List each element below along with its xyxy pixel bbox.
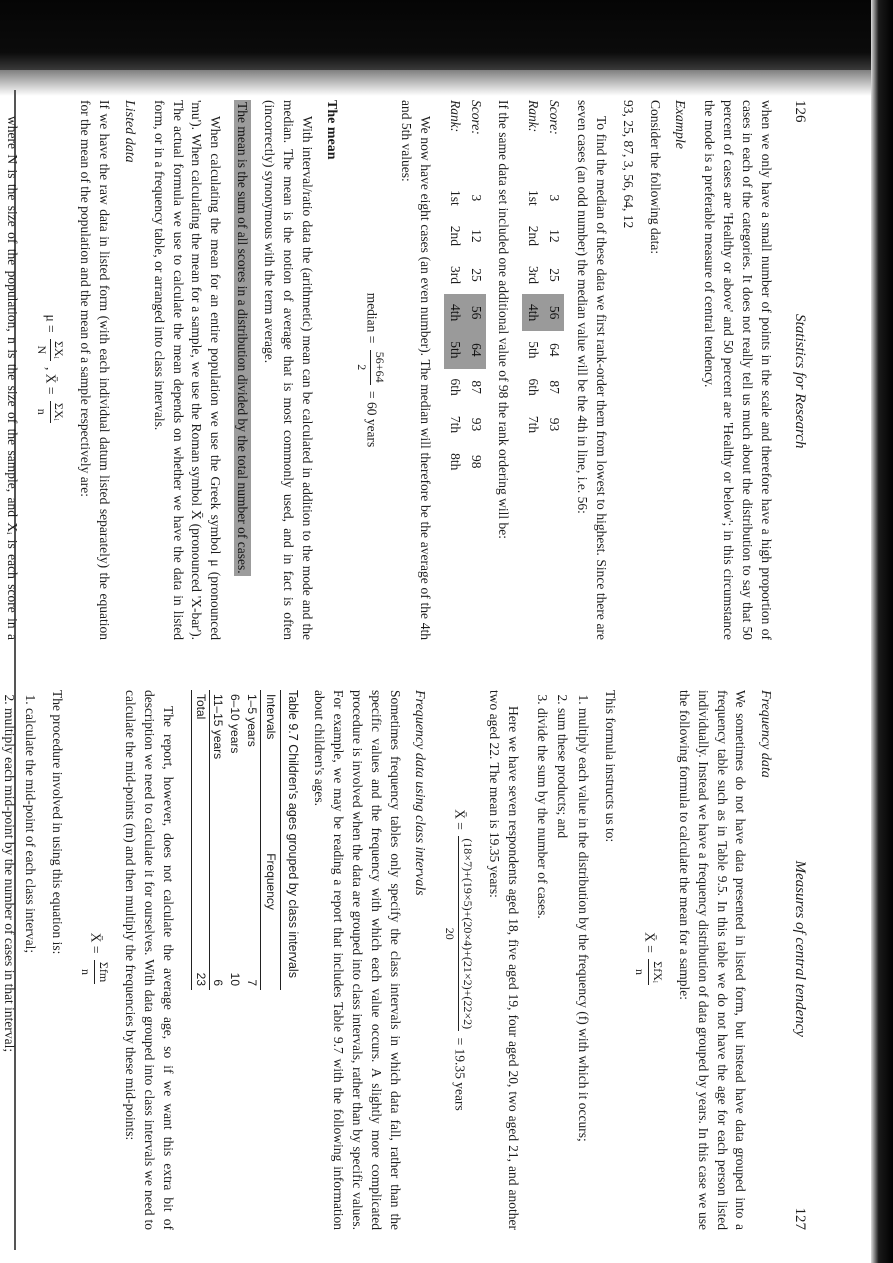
rank-label: Rank:: [526, 100, 542, 133]
table-total-row: [191, 690, 209, 990]
interval-cell: 11–15 years: [211, 694, 226, 760]
formula-mu: μ =: [43, 314, 59, 333]
table-row: [243, 690, 260, 990]
fraction-numerator: ΣfXᵢ: [648, 959, 666, 985]
example-heading: Example: [672, 100, 688, 149]
table-9-7: [191, 690, 301, 990]
intro-paragraph: when we only have a small number of points in the scale and therefore have a high proportion of cases in each of the categories. It does not really tell us much about the distribution to say that 50 percent of cases are 'Healthy or above' and 50 percent are 'Healthy or below'; in this circumstance the mode is a preferable measure of central tendency.: [702, 100, 774, 640]
median-score-cell: 64: [465, 331, 486, 368]
median-text: To find the median of these data we first rank-order them from lowest to highest. Since there are seven cases (an odd number) the median value will be the 4th in line, i.e. 56:: [575, 100, 610, 640]
score-cell: 87: [547, 380, 563, 394]
total-value: 23: [191, 849, 209, 990]
page-number: 127: [792, 1207, 808, 1230]
formula-lhs: X̄ =: [88, 932, 104, 954]
formula-fraction: [441, 836, 476, 1031]
score-cell: 93: [468, 417, 484, 432]
interval-cell: 1–5 years: [244, 694, 259, 747]
median-formula: [353, 100, 388, 640]
fraction-numerator: ΣXᵢ: [50, 401, 68, 423]
score-label: Score:: [468, 100, 484, 135]
formula-fraction: [33, 401, 68, 423]
rank-cell: 6th: [447, 378, 463, 396]
frequency-formula: [631, 690, 666, 1230]
score-cell: 93: [547, 417, 563, 432]
rank-cell: 7th: [447, 415, 463, 434]
mean-heading: The mean: [324, 100, 340, 160]
procedure-intro: The procedure involved in using this equation is:: [49, 690, 65, 955]
rank-cell: 8th: [447, 453, 463, 471]
rank-cell: 3rd: [526, 266, 542, 285]
rank-cell: 2nd: [526, 225, 542, 247]
rank-row: [523, 100, 544, 443]
score-cell: 3: [468, 194, 484, 202]
frequency-cell: 7: [244, 979, 259, 986]
formula-fraction: [78, 960, 113, 984]
rank-cell: 3rd: [447, 266, 463, 285]
procedure-steps-list: [0, 690, 39, 1230]
page-126: [4, 100, 812, 640]
formula-rhs: = 19.35 years: [452, 1037, 468, 1111]
table-row: [226, 690, 243, 990]
running-title: Measures of central tendency: [792, 860, 808, 1037]
running-head: [789, 100, 810, 640]
frequency-data-heading: Frequency data: [758, 690, 773, 778]
running-head: [789, 690, 810, 1230]
population-formula: [33, 100, 68, 640]
score-row: [543, 100, 564, 443]
frequency-cell: 6: [211, 979, 226, 986]
median-score-cell: 56: [543, 294, 564, 331]
median-rank-cell: 4th: [444, 294, 465, 331]
rank-cell: 7th: [526, 415, 542, 434]
rank-cell: 2nd: [447, 225, 463, 247]
median-rank-cell: 5th: [444, 331, 465, 368]
table-row: [209, 690, 226, 990]
list-item: 2. sum these products; and: [553, 708, 572, 1230]
rank-row: [444, 100, 465, 480]
score-cell: 25: [468, 268, 484, 282]
fraction-denominator: 20: [443, 927, 458, 940]
page-number: 126: [792, 100, 808, 123]
column-header: Intervals: [260, 690, 280, 849]
fraction-numerator: (18×7)+(19×5)+(20×4)+(21×2)+(22×2): [458, 836, 476, 1031]
class-intervals-text: Sometimes frequency tables only specify the class intervals in which data fall, rather than the specific values and the frequency with which each value occurs. A slightly more complicated procedure is involved when the data are grouped into class intervals, rather than by specific values. For example, we may be reading a report that includes Table 9.7 with the following information about children's ages.: [312, 690, 403, 1230]
score-cell: 87: [468, 380, 484, 394]
median-score-cell: 56: [465, 294, 486, 331]
mean-intro: With interval/ratio data the (arithmetic) mean can be calculated in addition to the mode and the median. The mean is the notion of average that is most commonly used, and in fact is often (incorrectly) synonymous with the term average.: [262, 100, 315, 640]
added-value-text: If the same data set included one additional value of 98 the rank ordering will be:: [496, 100, 512, 539]
fraction-denominator: N: [34, 345, 49, 355]
fraction-denominator: n: [633, 969, 648, 976]
list-item: 1. multiply each value in the distribution by the frequency (f) with which it occurs;: [573, 708, 592, 1230]
frequency-cell: 10: [228, 972, 243, 986]
score-label: Score:: [547, 100, 563, 135]
score-cell: 64: [547, 343, 563, 357]
rotated-book-spread: [1, 100, 812, 1250]
score-cell: 3: [547, 194, 563, 202]
fraction-numerator: 56+64: [370, 350, 388, 385]
report-text: The report, however, does not calculate the average age, so if we want this extra bit of description we need to calculate it for ourselves. With data grouped into class intervals we need to calculate the mid-points (m) and then multiply the frequencies by these mid-points:: [123, 690, 176, 1230]
where-text: where N is the size of the population, n is the size of the sample, and Xᵢ is each score in a: [4, 116, 20, 640]
formula-fraction: [33, 339, 68, 361]
mean-definition: The mean is the sum of all scores in a distribution divided by the total number of cases.: [235, 102, 251, 574]
fraction-numerator: Σfm: [94, 960, 112, 984]
rank-table-odd: [523, 100, 565, 443]
respondents-text: Here we have seven respondents aged 18, five aged 19, four aged 20, two aged 21, and another two aged 22. The mean is 19.35 years:: [486, 690, 521, 1230]
running-title: Statistics for Research: [792, 314, 808, 449]
list-item: 3. divide the sum by the number of cases.: [532, 708, 551, 1230]
score-row: [465, 100, 486, 480]
list-item: 2. multiply each mid-point by the number of cases in that interval;: [0, 708, 18, 1230]
formula-fraction: [631, 959, 666, 985]
listed-data-heading: Listed data: [121, 100, 137, 163]
score-cell: 98: [468, 454, 484, 469]
score-cell: 25: [547, 268, 563, 282]
data-values: 93, 25, 87, 3, 56, 64, 12: [620, 100, 636, 229]
consider-text: Consider the following data:: [647, 100, 663, 255]
rank-table-even: [444, 100, 486, 480]
formula-lhs: X̄ =: [452, 809, 468, 830]
fraction-numerator: ΣXᵢ: [50, 339, 68, 361]
table-caption: Table 9.7 Children's ages grouped by class intervals: [286, 690, 301, 978]
rank-cell: 5th: [526, 341, 542, 359]
formula-lhs: median =: [364, 292, 380, 344]
listed-data-text: If we have the raw data in listed form (with each individual datum listed separately) the equation for the mean of the population and the mean of a sample respectively are:: [78, 100, 113, 640]
fraction-denominator: n: [79, 969, 94, 976]
total-label: Total: [191, 690, 209, 849]
class-intervals-heading: Frequency data using class intervals: [412, 690, 428, 896]
fraction-denominator: 2: [355, 364, 370, 371]
rank-label: Rank:: [447, 100, 463, 133]
median-rank-cell: 4th: [523, 294, 544, 331]
respondents-formula: [441, 690, 476, 1230]
table-header-row: [260, 690, 280, 990]
fraction-denominator: n: [34, 408, 49, 415]
column-header: Frequency: [260, 849, 280, 990]
formula-fraction: [353, 350, 388, 385]
list-item: 1. calculate the mid-point of each class interval;: [20, 708, 39, 1230]
formula-xbar: , X̄ =: [43, 367, 59, 395]
formula-steps-list: [532, 690, 593, 1230]
score-cell: 12: [547, 229, 563, 243]
formula-lhs: X̄ =: [642, 932, 658, 953]
rank-cell: 1st: [526, 190, 542, 206]
rank-cell: 1st: [447, 190, 463, 206]
greek-symbol-text: When calculating the mean for an entire population we use the Greek symbol μ (pronounced 'mu'). When calculating the mean for a sample, we use the Roman symbol X̄ (pronounced 'X-bar'). The actual formula we use to calculate the mean depends on whether we have the data in listed form, or in a frequency table, or arranged into class intervals.: [151, 100, 224, 640]
score-cell: 12: [468, 229, 484, 243]
instructs-text: This formula instructs us to:: [603, 690, 619, 843]
interval-cell: 6–10 years: [228, 694, 243, 754]
frequency-data-text: We sometimes do not have data presented in listed form, but instead have data grouped into a frequency table such as in Table 9.5. In this table we do not have the age for each person listed individually. Instead we have a frequency distribution of data grouped by years. In this case we use the following formula to calculate the mean for a sample:: [676, 690, 749, 1230]
rank-cell: 6th: [526, 378, 542, 396]
formula-rhs: = 60 years: [364, 390, 380, 448]
eight-cases-text: We now have eight cases (an even number). The median will therefore be the average of the 4th and 5th values:: [398, 100, 433, 640]
midpoint-formula: [78, 690, 113, 1230]
page-127: [1, 690, 812, 1230]
